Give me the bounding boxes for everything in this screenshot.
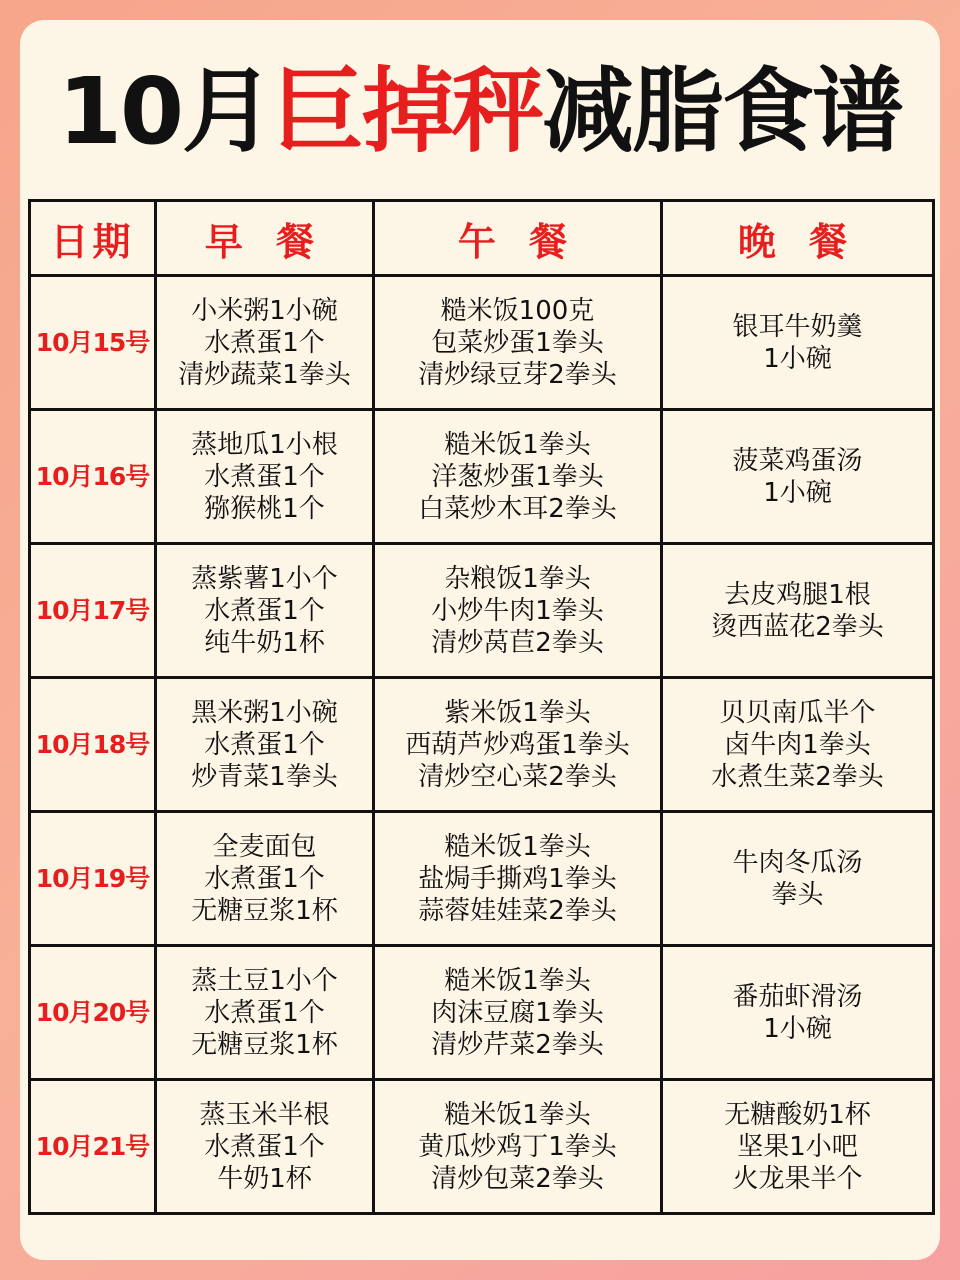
dinner-item: 水煮生菜2拳头 — [711, 761, 884, 792]
lunch-item: 盐焗手撕鸡1拳头 — [418, 863, 617, 894]
breakfast-item: 黑米粥1小碗 — [191, 697, 338, 728]
breakfast-cell — [156, 678, 374, 812]
dinner-item: 银耳牛奶羹 — [732, 311, 863, 342]
title-prefix: 10月 — [57, 58, 272, 165]
table-body — [30, 276, 934, 1214]
breakfast-item: 蒸玉米半根 — [199, 1099, 330, 1130]
breakfast-item: 水煮蛋1个 — [204, 461, 325, 492]
breakfast-item: 小米粥1小碗 — [191, 295, 338, 326]
page-title — [0, 52, 960, 172]
dinner-item: 无糖酸奶1杯 — [724, 1099, 871, 1130]
dinner-item: 去皮鸡腿1根 — [724, 579, 871, 610]
table-row — [30, 276, 934, 410]
lunch-item: 清炒芹菜2拳头 — [431, 1029, 604, 1060]
dinner-item: 坚果1小吧 — [737, 1131, 858, 1162]
row-date: 10月17号 — [30, 544, 156, 678]
dinner-cell — [662, 946, 934, 1080]
lunch-item: 糙米饭100克 — [440, 295, 595, 326]
lunch-item: 清炒包菜2拳头 — [431, 1163, 604, 1194]
breakfast-cell — [156, 410, 374, 544]
breakfast-item: 猕猴桃1个 — [204, 493, 325, 524]
table-row — [30, 544, 934, 678]
lunch-item: 小炒牛肉1拳头 — [431, 595, 604, 626]
row-date: 10月20号 — [30, 946, 156, 1080]
dinner-cell — [662, 410, 934, 544]
dinner-cell — [662, 1080, 934, 1214]
row-date: 10月16号 — [30, 410, 156, 544]
table-header-row — [30, 201, 934, 276]
breakfast-item: 蒸地瓜1小根 — [191, 429, 338, 460]
dinner-cell — [662, 678, 934, 812]
lunch-item: 肉沫豆腐1拳头 — [431, 997, 604, 1028]
breakfast-item: 纯牛奶1杯 — [204, 627, 325, 658]
lunch-item: 包菜炒蛋1拳头 — [431, 327, 604, 358]
breakfast-item: 蒸紫薯1小个 — [191, 563, 338, 594]
breakfast-item: 全麦面包 — [212, 831, 317, 862]
dinner-cell — [662, 276, 934, 410]
table-row — [30, 678, 934, 812]
lunch-item: 清炒空心菜2拳头 — [418, 761, 617, 792]
lunch-item: 糙米饭1拳头 — [444, 429, 591, 460]
dinner-item: 拳头 — [771, 879, 824, 910]
lunch-item: 糙米饭1拳头 — [444, 1099, 591, 1130]
breakfast-cell — [156, 276, 374, 410]
header-lunch: 午 餐 — [374, 201, 662, 276]
breakfast-item: 水煮蛋1个 — [204, 327, 325, 358]
lunch-item: 白菜炒木耳2拳头 — [418, 493, 617, 524]
lunch-item: 清炒绿豆芽2拳头 — [418, 359, 617, 390]
row-date: 10月21号 — [30, 1080, 156, 1214]
dinner-item: 火龙果半个 — [732, 1163, 863, 1194]
title-suffix: 减脂食谱 — [542, 58, 903, 165]
breakfast-item: 水煮蛋1个 — [204, 595, 325, 626]
header-breakfast: 早 餐 — [156, 201, 374, 276]
table-row — [30, 410, 934, 544]
header-date: 日期 — [30, 201, 156, 276]
row-date: 10月18号 — [30, 678, 156, 812]
table-row — [30, 812, 934, 946]
table-row — [30, 946, 934, 1080]
lunch-cell — [374, 276, 662, 410]
lunch-item: 糙米饭1拳头 — [444, 965, 591, 996]
dinner-cell — [662, 812, 934, 946]
breakfast-item: 水煮蛋1个 — [204, 997, 325, 1028]
dinner-item: 番茄虾滑汤 — [732, 981, 863, 1012]
lunch-cell — [374, 678, 662, 812]
lunch-cell — [374, 544, 662, 678]
lunch-item: 洋葱炒蛋1拳头 — [431, 461, 604, 492]
lunch-cell — [374, 946, 662, 1080]
dinner-item: 牛肉冬瓜汤 — [732, 847, 863, 878]
dinner-item: 卤牛肉1拳头 — [724, 729, 871, 760]
dinner-cell — [662, 544, 934, 678]
lunch-item: 紫米饭1拳头 — [444, 697, 591, 728]
row-date: 10月19号 — [30, 812, 156, 946]
breakfast-item: 水煮蛋1个 — [204, 1131, 325, 1162]
dinner-item: 贝贝南瓜半个 — [719, 697, 876, 728]
breakfast-cell — [156, 812, 374, 946]
lunch-item: 杂粮饭1拳头 — [444, 563, 591, 594]
breakfast-item: 水煮蛋1个 — [204, 729, 325, 760]
lunch-item: 糙米饭1拳头 — [444, 831, 591, 862]
dinner-item: 菠菜鸡蛋汤 — [732, 445, 863, 476]
breakfast-cell — [156, 544, 374, 678]
breakfast-item: 牛奶1杯 — [217, 1163, 312, 1194]
breakfast-item: 清炒蔬菜1拳头 — [178, 359, 351, 390]
meal-plan-table — [28, 199, 935, 1215]
lunch-cell — [374, 1080, 662, 1214]
lunch-item: 蒜蓉娃娃菜2拳头 — [418, 895, 617, 926]
dinner-item: 1小碗 — [763, 343, 832, 374]
breakfast-cell — [156, 946, 374, 1080]
lunch-cell — [374, 410, 662, 544]
breakfast-item: 无糖豆浆1杯 — [191, 1029, 338, 1060]
breakfast-item: 炒青菜1拳头 — [191, 761, 338, 792]
header-dinner: 晚 餐 — [662, 201, 934, 276]
breakfast-item: 蒸土豆1小个 — [191, 965, 338, 996]
title-highlight: 巨掉秤 — [272, 58, 543, 165]
row-date: 10月15号 — [30, 276, 156, 410]
lunch-cell — [374, 812, 662, 946]
dinner-item: 1小碗 — [763, 477, 832, 508]
lunch-item: 西葫芦炒鸡蛋1拳头 — [405, 729, 630, 760]
breakfast-cell — [156, 1080, 374, 1214]
dinner-item: 烫西蓝花2拳头 — [711, 611, 884, 642]
table-row — [30, 1080, 934, 1214]
breakfast-item: 无糖豆浆1杯 — [191, 895, 338, 926]
breakfast-item: 水煮蛋1个 — [204, 863, 325, 894]
lunch-item: 清炒莴苣2拳头 — [431, 627, 604, 658]
dinner-item: 1小碗 — [763, 1013, 832, 1044]
lunch-item: 黄瓜炒鸡丁1拳头 — [418, 1131, 617, 1162]
